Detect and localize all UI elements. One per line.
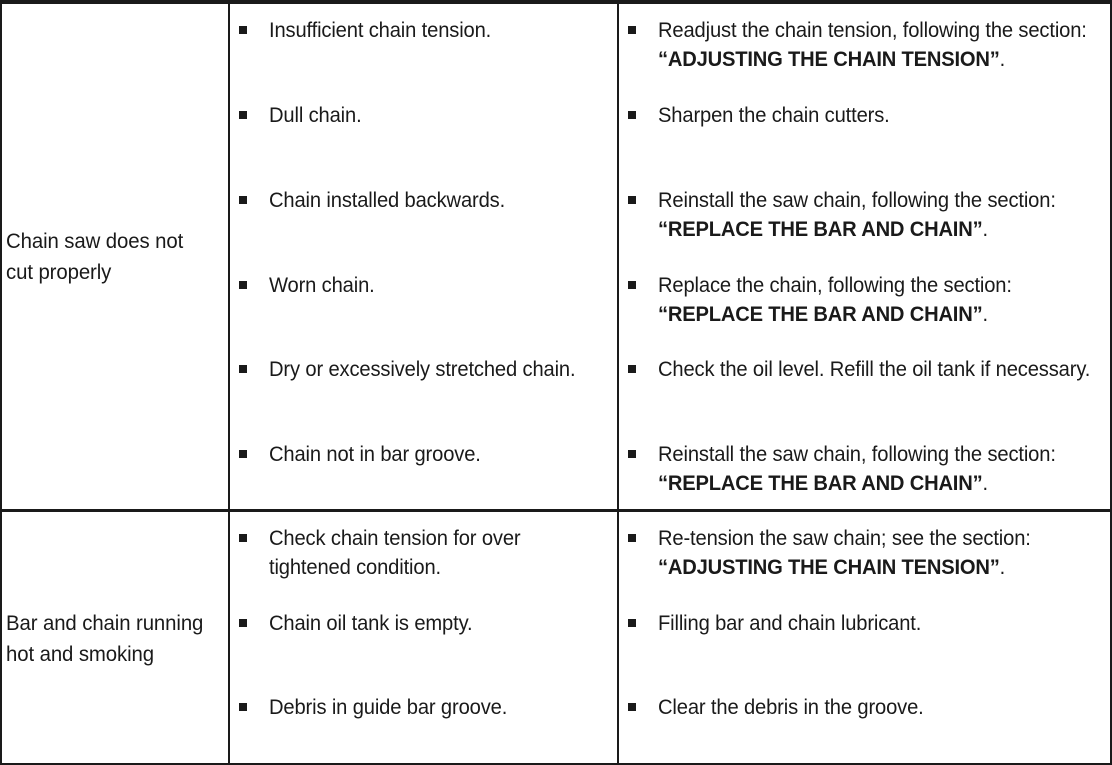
list-item: [628, 186, 1112, 244]
table-row: [2, 512, 1110, 765]
remedy-text: [658, 186, 1112, 244]
problem-text: Bar and chain running hot and smoking: [6, 611, 204, 666]
problem-label: [6, 226, 222, 288]
square-bullet-icon: [239, 619, 247, 627]
section-reference: “REPLACE THE BAR AND CHAIN”: [658, 472, 983, 495]
problem-label: [6, 608, 222, 670]
cause-text-inner: Chain oil tank is empty.: [269, 612, 473, 635]
remedy-lead: Replace the chain, following the section:: [658, 274, 1012, 297]
section-reference: “REPLACE THE BAR AND CHAIN”: [658, 303, 983, 326]
remedy-text: [658, 271, 1112, 329]
list-item: [239, 355, 615, 384]
remedy-lead: Reinstall the saw chain, following the section:: [658, 189, 1056, 212]
list-item: [239, 101, 615, 130]
remedy-lead: Filling bar and chain lubricant.: [658, 612, 922, 635]
cause-text-inner: Chain installed backwards.: [269, 189, 506, 212]
list-item: [239, 440, 615, 469]
remedy-tail: .: [982, 472, 988, 495]
square-bullet-icon: [628, 534, 636, 542]
remedy-lead: Reinstall the saw chain, following the section:: [658, 443, 1056, 466]
list-item: [239, 609, 615, 638]
remedy-lead: Sharpen the chain cutters.: [658, 104, 890, 127]
list-item: [628, 271, 1112, 329]
section-reference: “ADJUSTING THE CHAIN TENSION”: [658, 48, 1000, 71]
list-item: [239, 271, 615, 300]
square-bullet-icon: [239, 281, 247, 289]
remedy-text: [658, 355, 1112, 384]
remedy-lead: Clear the debris in the groove.: [658, 696, 924, 719]
list-item: [628, 101, 1112, 130]
cause-text-inner: Debris in guide bar groove.: [269, 696, 508, 719]
square-bullet-icon: [628, 26, 636, 34]
problem-text: Chain saw does not cut properly: [6, 229, 184, 284]
remedy-lead: Re-tension the saw chain; see the section:: [658, 527, 1031, 550]
column-divider: [617, 4, 619, 763]
problem-cell: [2, 512, 228, 765]
cause-cell: [230, 4, 617, 509]
remedy-cell: [619, 4, 1112, 509]
square-bullet-icon: [239, 703, 247, 711]
remedy-tail: .: [982, 303, 988, 326]
list-item: [628, 16, 1112, 74]
table-row: [2, 4, 1110, 509]
remedy-tail: .: [999, 48, 1006, 71]
square-bullet-icon: [628, 111, 636, 119]
remedy-text: [658, 440, 1112, 498]
square-bullet-icon: [628, 450, 636, 458]
remedy-lead: Readjust the chain tension, following the section:: [658, 19, 1087, 42]
list-item: [239, 693, 615, 722]
remedy-text: [658, 609, 1112, 638]
square-bullet-icon: [628, 703, 636, 711]
cause-text-inner: Worn chain.: [269, 274, 375, 297]
square-bullet-icon: [239, 534, 247, 542]
cause-text: [269, 355, 615, 384]
remedy-tail: .: [999, 556, 1006, 579]
cause-text-inner: Dry or excessively stretched chain.: [269, 358, 576, 381]
list-item: [628, 355, 1112, 384]
problem-cell: [2, 4, 228, 509]
square-bullet-icon: [628, 196, 636, 204]
remedy-cell: [619, 512, 1112, 765]
square-bullet-icon: [239, 26, 247, 34]
remedy-lead: Check the oil level. Refill the oil tank if necessary.: [658, 358, 1091, 381]
list-item: [628, 440, 1112, 498]
section-reference: “ADJUSTING THE CHAIN TENSION”: [658, 556, 1000, 579]
square-bullet-icon: [628, 281, 636, 289]
cause-text: [269, 524, 615, 582]
remedy-text: [658, 16, 1112, 74]
cause-text-inner: Insufficient chain tension.: [269, 19, 492, 42]
square-bullet-icon: [628, 365, 636, 373]
remedy-text: [658, 101, 1112, 130]
cause-text-inner: Dull chain.: [269, 104, 362, 127]
cause-text-inner: Chain not in bar groove.: [269, 443, 481, 466]
list-item: [628, 693, 1112, 722]
list-item: [239, 524, 615, 582]
cause-cell: [230, 512, 617, 765]
cause-text: [269, 609, 615, 638]
column-divider: [228, 4, 230, 763]
list-item: [628, 524, 1112, 582]
square-bullet-icon: [239, 196, 247, 204]
remedy-tail: .: [982, 218, 988, 241]
square-bullet-icon: [239, 450, 247, 458]
row-divider: [2, 509, 1110, 512]
section-reference: “REPLACE THE BAR AND CHAIN”: [658, 218, 983, 241]
square-bullet-icon: [239, 365, 247, 373]
remedy-text: [658, 524, 1112, 582]
square-bullet-icon: [628, 619, 636, 627]
list-item: [239, 186, 615, 215]
cause-text: [269, 16, 615, 45]
list-item: [239, 16, 615, 45]
cause-text-inner: Check chain tension for over tightened condition.: [269, 527, 521, 579]
cause-text: [269, 271, 615, 300]
cause-text: [269, 101, 615, 130]
list-item: [628, 609, 1112, 638]
cause-text: [269, 693, 615, 722]
square-bullet-icon: [239, 111, 247, 119]
remedy-text: [658, 693, 1112, 722]
cause-text: [269, 186, 615, 215]
cause-text: [269, 440, 615, 469]
